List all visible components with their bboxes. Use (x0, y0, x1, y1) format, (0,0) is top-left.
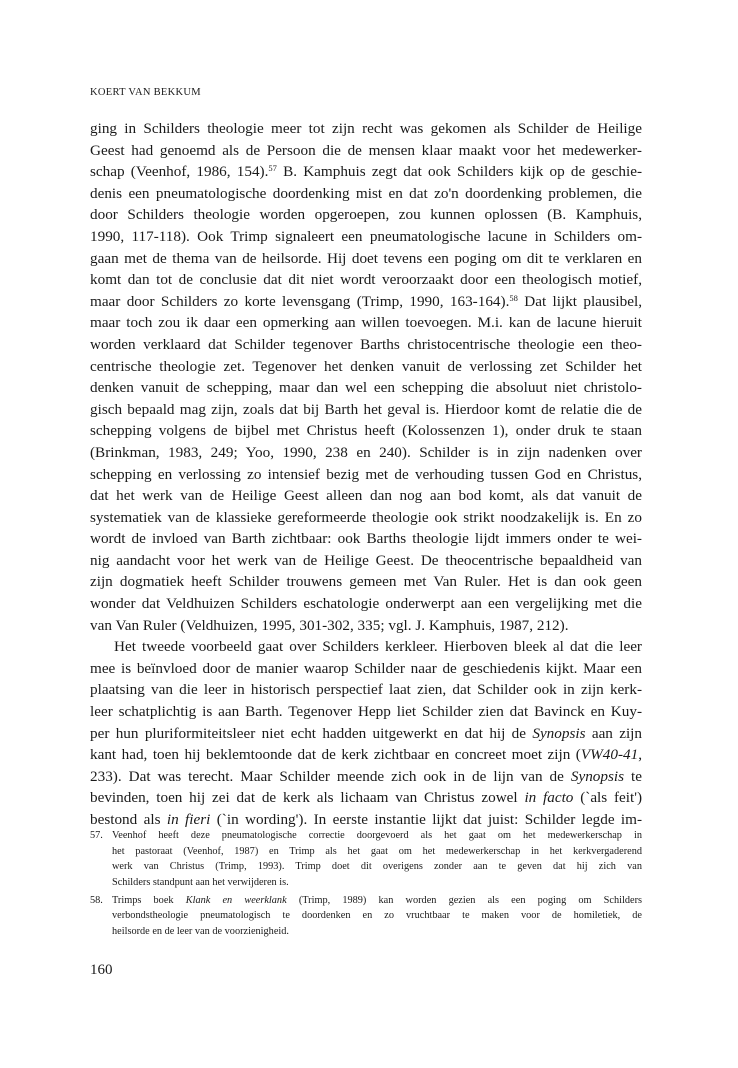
text-line: 1990, 117-118). Ook Trimp signaleert een pneumatologische lacune in Schilders om- (90, 227, 642, 245)
text-line: worden verklaard dat Schilder tegenover Barths christocentrische theologie een theo- (90, 335, 642, 353)
text-line: dat het werk van de Heilige Geest alleen dan nog aan bod komt, als dat vanuit de (90, 487, 642, 505)
text-line: mee is beïnvloed door de manier waarop Schilder naar de geschiedenis kijkt. Maar een (90, 659, 642, 677)
text-line: systematiek van de klassieke gereformeerde theologie ook strikt noodzakelijk is. En zo (90, 508, 642, 526)
footnote-ref-58[interactable]: 58 (509, 292, 518, 303)
text-line: maar toch zou ik daar een opmerking aan willen toevoegen. M.i. kan de lacune hieruit (90, 314, 642, 332)
text-line: zijn dogmatiek heeft Schilder trouwens gemeen met Van Ruler. Het is dan ook geen (90, 573, 642, 591)
footnote-line: Schilders standpunt aan het verwijderen is. (112, 877, 289, 889)
footnote-line: het pastoraat (Veenhof, 1987) en Trimp als het gaat om het medewerkerschap in het kerkvergaderend (112, 845, 642, 857)
text-line: schepping en verlossing zo intensief bezig met de verhouding tussen God en Christus, (90, 465, 642, 483)
text-line: centrische theologie zet. Tegenover het denken vanuit de verlossing zet Schilder het (90, 357, 642, 375)
text-line: schepping volgens de bijbel met Christus heeft (Kolossenzen 1), onder druk te staan (90, 422, 642, 440)
text-line: bestond als in fieri (`in wording'). In eerste instantie lijkt dat juist: Schilder legde im- (90, 811, 643, 828)
text-line: denis een pneumatologische doordenking mist en dat zo'n doordenking problemen, die (90, 184, 642, 202)
text-line: wordt de invloed van Barth zichtbaar: ook Barths theologie lijdt immers onder te wei- (90, 530, 642, 548)
text-line: per hun pluriformiteitsleer niet echt hadden uitgewerkt en dat hij de Synopsis aan zijn (90, 724, 642, 742)
text-line: leer schatplichtig is aan Barth. Tegenover Hepp liet Schilder zien dat Bavinck en Kuy- (90, 703, 642, 721)
text-line: denken vanuit de schepping, maar dan wel een schepping die absoluut niet christolo- (90, 379, 642, 397)
text-line: Het tweede voorbeeld gaat over Schilders kerkleer. Hierboven bleek al dat die leer (114, 638, 642, 656)
text-line: nig aandacht voor het werk van de Heilige Geest. De theocentrische bepaaldheid van (90, 551, 642, 569)
text-line: wonder dat Veldhuizen Schilders eschatologie onderwerpt aan een vergelijking met die (90, 595, 642, 613)
footnote-ref-57[interactable]: 57 (268, 163, 277, 174)
text-line: gisch bepaald mag zijn, zoals dat bij Barth het geval is. Hierdoor komt de relatie die de (90, 400, 642, 418)
text-line: van Van Ruler (Veldhuizen, 1995, 301-302, 335; vgl. J. Kamphuis, 1987, 212). (90, 616, 569, 634)
text-line: (Brinkman, 1983, 249; Yoo, 1990, 238 en 240). Schilder is in zijn nadenken over (90, 443, 642, 461)
text-line: ging in Schilders theologie meer tot zijn recht was gekomen als Schilder de Heilige (90, 120, 642, 137)
text-line: 233). Dat was terecht. Maar Schilder meende zich ook in de lijn van de Synopsis te (90, 767, 642, 785)
footnote-number: 58. (90, 894, 103, 906)
text-line: Geest had genoemd als de Persoon die de mensen klaar maakt voor het medewerker- (90, 141, 642, 159)
footnote-number: 57. (90, 830, 103, 841)
text-line: schap (Veenhof, 1986, 154).$^{57}$ B. Kamphuis zegt dat ook Schilders kijk op de geschie- (90, 163, 642, 181)
footnote-58 (90, 893, 642, 940)
running-head: KOERT VAN BEKKUM (90, 87, 201, 98)
text-line: plaatsing van die leer in historisch perspectief laat zien, dat Schilder ook in zijn kerk- (90, 681, 642, 699)
text-line: gaan met de thema van de heilsorde. Hij doet tevens een poging om dit te verklaren en (90, 249, 642, 267)
text-line: bevinden, toen hij zei dat de kerk als lichaam van Christus zowel in facto (`als feit') (90, 789, 643, 807)
footnote-line: heilsorde en de leer van de voorzienigheid. (112, 926, 289, 938)
text-line: komt dan tot de conclusie dat dit niet wordt veroorzaakt door een theologisch motief, (90, 271, 642, 289)
footnote-line: verbondstheologie pneumatologisch te doordenken en zo vruchtbaar te maken voor de homiletiek, de (112, 910, 642, 922)
text-line: door Schilders theologie worden opgeroepen, zou kunnen oplossen (B. Kamphuis, (90, 206, 642, 224)
footnotes (90, 828, 642, 942)
main-text (90, 118, 642, 831)
footnote-line: Veenhof heeft deze pneumatologische correctie doorgevoerd als het gaat om het medewerkerschap in (112, 830, 642, 841)
page-number: 160 (90, 962, 113, 978)
footnote-57 (90, 828, 642, 891)
footnote-line: Trimps boek Klank en weerklank (Trimp, 1989) kan worden gezien als een poging om Schilders (112, 894, 643, 906)
text-line: maar door Schilders zo korte levensgang (Trimp, 1990, 163-164).$^{58}$ Dat lijkt plausibel, (90, 292, 642, 310)
footnote-line: werk van Christus (Trimp, 1993). Trimp doet dit overigens zonder aan te geven dat hij zich van (112, 861, 642, 873)
text-line: kant had, toen hij beklemtoonde dat de kerk zichtbaar en concreet moet zijn (VW40-41, (90, 746, 642, 764)
